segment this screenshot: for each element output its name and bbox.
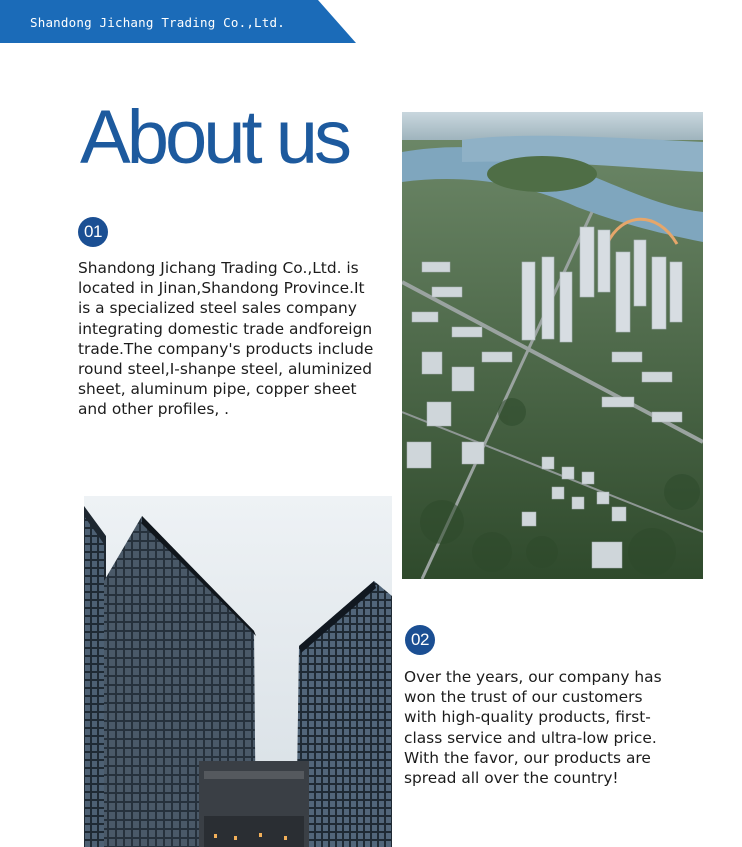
section-1-line: integrating domestic trade andforeign [78, 319, 373, 338]
section-number-badge-01: 01 [78, 217, 108, 247]
section-1-line: Shandong Jichang Trading Co.,Ltd. is [78, 259, 359, 277]
section-1-line: and other profiles, . [78, 400, 230, 419]
section-1-line: is a specialized steel sales company [78, 299, 357, 318]
section-1-paragraph [78, 258, 373, 420]
aerial-city-photo [402, 112, 703, 579]
section-2-line: With the favor, our products are [404, 748, 651, 767]
section-1-line: sheet, aluminum pipe, copper sheet [78, 380, 357, 399]
section-2-line: Over the years, our company has [404, 668, 662, 686]
section-2-paragraph [404, 667, 662, 788]
section-1-line: trade.The company's products include [78, 339, 374, 358]
section-2-line: class service and ultra-low price. [404, 728, 657, 747]
section-2-line: with high-quality products, first- [404, 708, 651, 727]
section-number-badge-02: 02 [405, 625, 435, 655]
section-2-line: spread all over the country! [404, 769, 619, 788]
header-banner [0, 0, 356, 43]
section-2-line: won the trust of our customers [404, 688, 643, 707]
page-title: About us [80, 95, 348, 180]
company-name: Shandong Jichang Trading Co.,Ltd. [30, 15, 285, 30]
section-1-line: round steel,I-shanpe steel, aluminized [78, 360, 373, 379]
section-1-line: located in Jinan,Shandong Province.It [78, 279, 365, 298]
skyscrapers-photo [84, 496, 392, 847]
